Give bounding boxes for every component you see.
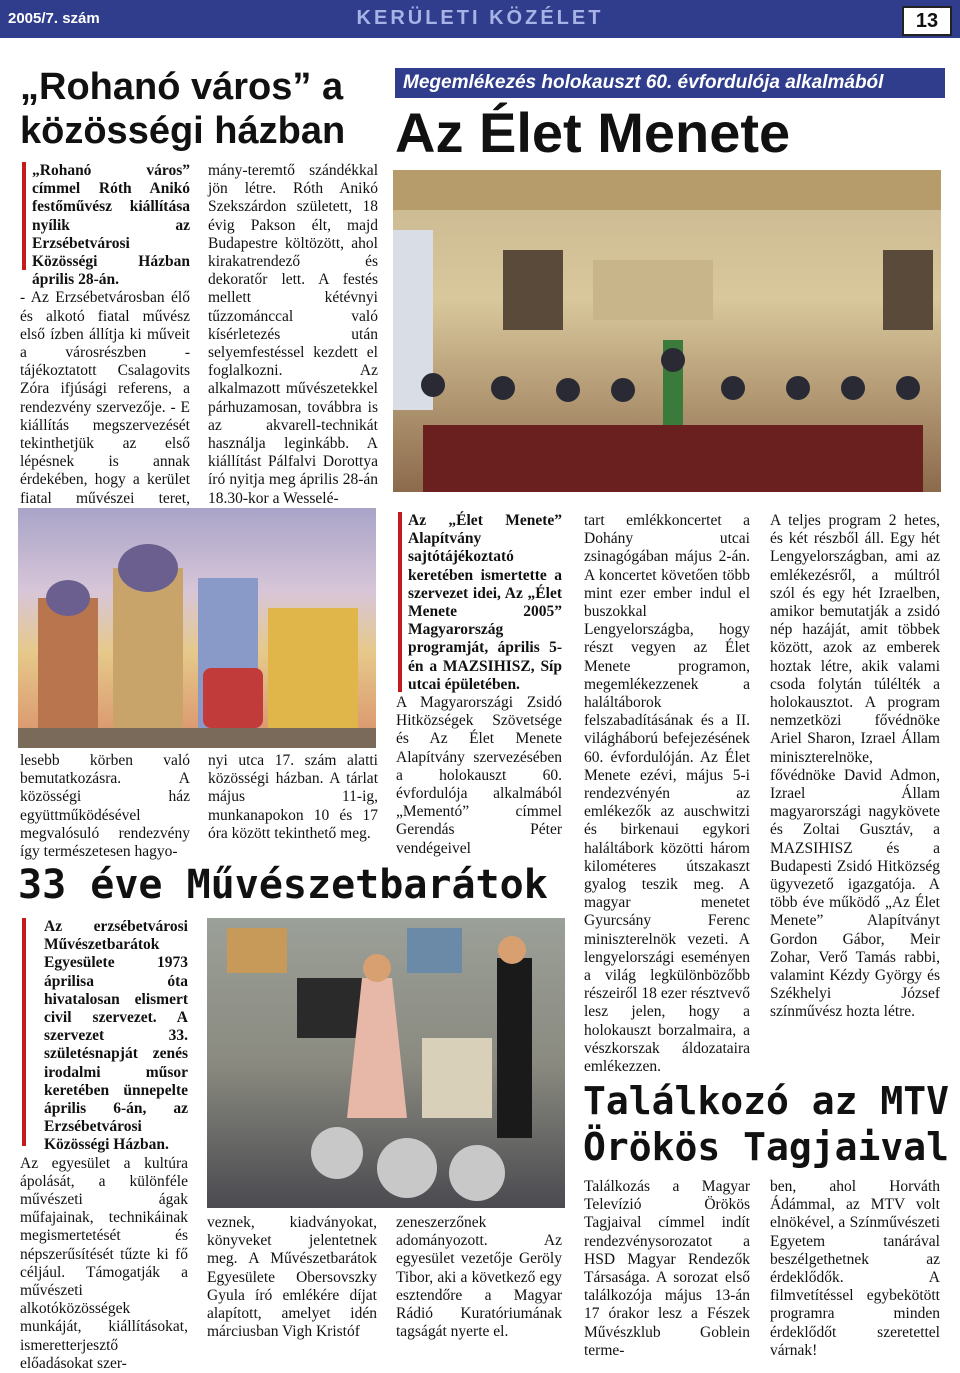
page-header — [0, 0, 960, 60]
article1-text-col1 — [20, 162, 190, 526]
article1-body1: - Az Erzsébetvárosban élő és alkotó fiatal művész első ízben állítja ki műveit a városrészben - tájékoztatott Csalagovits Zóra ifjúsági referens, a rendezvény szervezője. - E kiállítás megszervezését tekinthetjük az első lépésnek is annak érdekében, hogy a kerület fiatal művészei teret, — [20, 289, 190, 507]
article2-body2: tart emlékkoncertet a Dohány utcai zsinagógában május 2-án. A koncertet követően több mint ezer ember indul el buszokkal Lengyelországba, hogy részt vegyen az Élet Menete programon, megemlékezzenek a haláltáborok felszabadításának és a II. világháború befejezésének 60. évfordulóján. Az Élet Menete ezévi, május 5-i rendezvényén az emlékezők az auschwitzi és birkenaui egykori haláltábork közötti három kilométeres útszakaszt gyalog teszik meg. A magyar menetet Gyurcsány Ferenc miniszterelnök vezeti. A lengyelországi eseményen a világ legkülönbözőbb részeiről 18 ezer résztvevő lesz jelen, hogy a holokauszt borzalmaira, a vészkorszak áldozataira emlékezzen. — [584, 512, 750, 1076]
concert-photo — [207, 918, 565, 1208]
painting-image — [18, 508, 376, 748]
article1-body4: nyi utca 17. szám alatti közösségi házban. A tárlat május 11-ig, munkanapokon 10 és 17 óra között tekinthető meg. — [208, 752, 378, 842]
article4-body2: ben, ahol Horváth Ádámmal, az MTV volt elnökével, a Színművészeti Egyetem tanárával beszélgethetnek az érdeklődők. A filmvetítéssel egybekötött programra minden érdeklődőt szeretettel várnak! — [770, 1178, 940, 1359]
article3-body1: Az egyesület a kultúra ápolását, a különféle művészeti ágak műfajainak, technikáinak megismertetését és népszerűsítését tűzte ki fő céljául. Támogatják a művészeti alkotóközösségek munkáját, kiállításokat, ismeretterjesztő előadásokat szer- — [20, 1154, 188, 1372]
article2-title: Az Élet Menete — [395, 101, 791, 164]
article4-body1: Találkozás a Magyar Televízió Örökös Tagjaival címmel indít rendezvénysorozatot a HSD Magyar Rendezők Társasága. A sorozat első találkozója május 13-án 17 órakor lesz a Fészek Művészklub Goblein terme- — [584, 1178, 750, 1359]
article2-body1: A Magyarországi Zsidó Hitközségek Szövetsége és Az Élet Menete Alapítvány szervezésében a holokauszt 60. évfordulója alkalmából „Mementó” címmel Gerendás Péter vendégeivel — [396, 694, 562, 857]
article2-body3: A teljes program 2 hetes, és két részből áll. Egy hét Lengyelországban, ami az emlékezésről, a múltról szól és egy hét Izraelben, amikor bemutatják a zsidó nép hazáját, amit többek között, azok az emberek hoztak létre, akik valami csoda folytán túlélték a holokausztot. A program nemzetközi fővédnöke Ariel Sharon, Izrael Állam miniszterelnöke, fővédnöke David Admon, Izrael Állam magyarországi nagykövete és Zoltai Gusztáv, a MAZSIHISZ és a Budapesti Zsidó Hitközség ügyvezető igazgatója. A több éve működő „Az Élet Menete” Alapítványt Gordon Gábor, Meir Zohar, Verő Tamás rabbi, valamint Kézdy György és Székhelyi József színművész hozta létre. — [770, 512, 940, 1021]
article3-title: 33 éve Művészetbarátok — [18, 862, 548, 908]
article3-body2: veznek, kiadványokat, könyveket jelentetnek meg. A Művészetbarátok Egyesülete Obersovszky Gyula író emlékére díjat alapított, amelyet idén márciusban Vigh Kristóf — [207, 1214, 377, 1341]
issue-number: 2005/7. szám — [8, 10, 100, 27]
article2-kicker: Megemlékezés holokauszt 60. évfordulója alkalmából — [395, 68, 945, 98]
article3-lead: Az erzsébetvárosi Művészetbarátok Egyesülete 1973 áprilisa óta hivatalosan elismert civil szervezet. A szervezet 33. születésnapját zenés irodalmi műsor keretében ünnepelte április 6-án, az Erzsébetvárosi Közösségi Házban. — [44, 918, 188, 1154]
page-number: 13 — [902, 6, 952, 36]
article4-title: Találkozó az MTV Örökös Tagjaival — [583, 1079, 950, 1169]
article1-lead: „Rohanó város” címmel Róth Anikó festőművész kiállítása nyílik az Erzsébetvárosi Közösségi Házban április 28-án. — [32, 162, 190, 289]
article1-title: „Rohanó város” a közösségi házban — [20, 66, 346, 152]
article3-body3: zeneszerzőnek adományozott. Az egyesület vezetője Geröly Tibor, aki a következő egy esztendőre a Magyar Rádió Kuratóriumának tagságát nyerte el. — [396, 1214, 562, 1341]
section-title: KERÜLETI KÖZÉLET — [356, 7, 604, 29]
press-conference-photo — [393, 170, 941, 492]
article1-body2: mány-teremtő szándékkal jön létre. Róth Anikó Szekszárdon született, 18 évig Pakson élt, majd Budapestre költözött, ahol kirakatrendező és dekoratőr lett. A festés mellett kétévnyi tűzzománccal való kísérletezés után selyemfestéssel kezdett el foglalkozni. Az alkalmazott művészetekkel párhuzamosan, továbbra is az akvarell-technikát használja leginkább. A kiállítást Pálfalvi Dorottya író nyitja meg április 28-án 18.30-kor a Wesselé- — [208, 162, 378, 507]
article2-text-col1 — [396, 512, 562, 858]
article2-lead: Az „Élet Menete” Alapítvány sajtótájékoztató keretében ismertette a szervezet idei, Az „Élet Menete 2005” Magyarország programját, április 5-én a MAZSIHISZ, Síp utcai épületében. — [408, 512, 562, 693]
article3-text-col1 — [20, 918, 188, 1373]
article1-body3: lesebb körben való bemutatkozásra. A közösségi ház együttműködésével megvalósuló rendezvény így természetesen hagyo- — [20, 752, 190, 861]
